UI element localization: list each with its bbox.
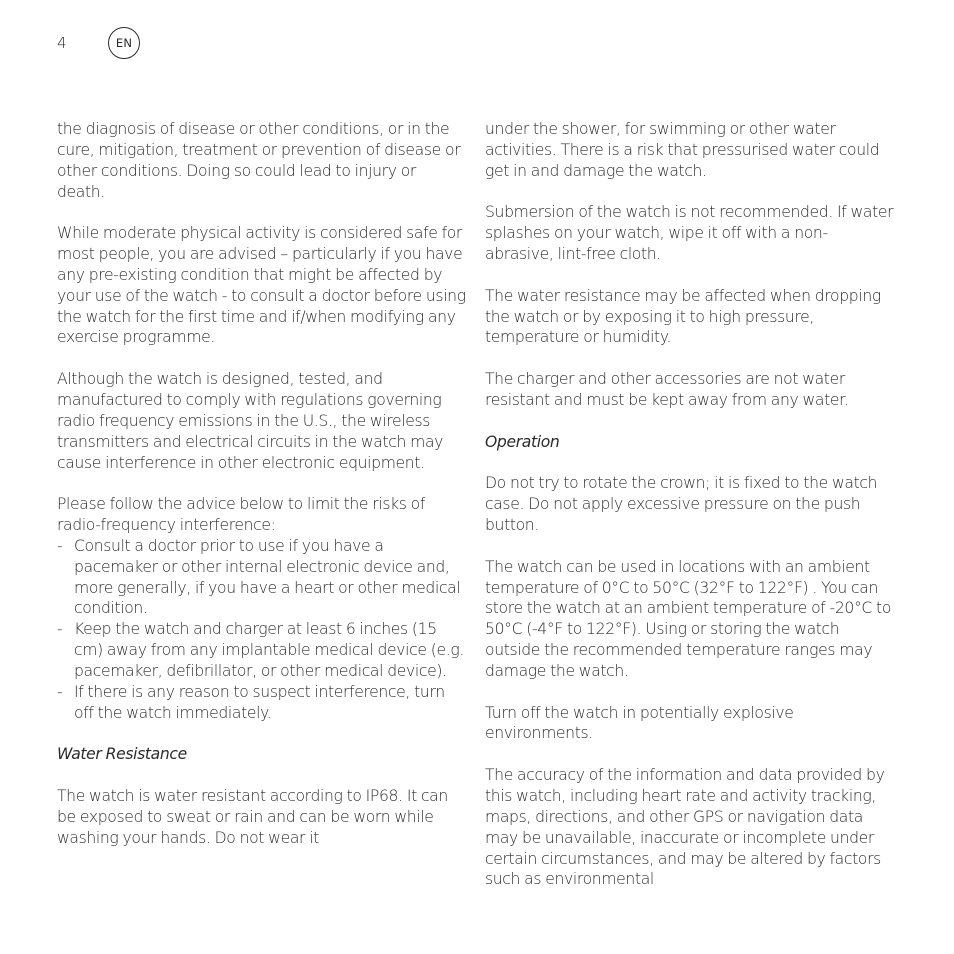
paragraph-charger-accessories: The charger and other accessories are not water resistant and must be kept away from any water. [485, 370, 849, 409]
list-item: - If there is any reason to suspect interference, turn off the watch immediately. [57, 682, 467, 724]
paragraph-temperature: The watch can be used in locations with an ambient temperature of 0°C to 50°C (32°F to 122°F) . You can store the watch at an ambient temperature of -20°C to 50°C (-4°F to 122°F). Using or storing the watch outside the recommended temperature ranges may damage the watch. [485, 557, 892, 680]
paragraph-physical-activity: While moderate physical activity is considered safe for most people, you are advised – particularly if you have any pre-existing condition that might be affected by your use of the watch - to consult a doctor before using the watch for the first time and if/when modifying any exercise programme. [57, 224, 466, 347]
paragraph-shower: under the shower, for swimming or other water activities. There is a risk that pressurised water could get in and damage the watch. [485, 120, 880, 180]
paragraph-operation: Do not try to rotate the crown; it is fixed to the watch case. Do not apply excessive pressure on the push button. [485, 474, 878, 535]
language-badge: EN [108, 27, 140, 59]
section-title-water-resistance: Water Resistance [57, 745, 187, 764]
paragraph-interference-advice: Please follow the advice below to limit the risks of radio-frequency interference: [57, 495, 425, 535]
paragraph-radio-emissions: Although the watch is designed, tested, and manufactured to comply with regulations governing radio frequency emissions in the U.S., the wireless transmitters and electrical circuits in the watch may cause interference in other electronic equipment. [57, 370, 444, 472]
list-item: - Keep the watch and charger at least 6 inches (15 cm) away from any implantable medical device (e.g. pacemaker, defibrillator, or other medical device). [57, 619, 467, 682]
paragraph-submersion: Submersion of the watch is not recommended. If water splashes on your watch, wipe it off with a non-abrasive, lint-free cloth. [485, 203, 894, 264]
paragraph-diagnosis: the diagnosis of disease or other conditions, or in the cure, mitigation, treatment or prevention of disease or other conditions. Doing so could lead to injury or death. [57, 120, 461, 201]
list-item: - Consult a doctor prior to use if you have a pacemaker or other internal electronic device and, more generally, if you have a heart or other medical condition. [57, 536, 467, 619]
section-title-operation: Operation [485, 432, 560, 451]
paragraph-water-resistance: The watch is water resistant according to IP68. It can be exposed to sweat or rain and can be worn while washing your hands. Do not wear it [57, 787, 448, 847]
interference-advice-list [57, 536, 467, 724]
paragraph-accuracy: The accuracy of the information and data provided by this watch, including heart rate and activity tracking, maps, directions, and other GPS or navigation data may be unavailable, inaccurate or incomplete under certain circumstances, and may be altered by factors such as environmental [485, 766, 885, 889]
right-column [485, 119, 895, 911]
paragraph-explosive-environments: Turn off the watch in potentially explosive environments. [485, 703, 794, 743]
left-column [57, 119, 467, 869]
page-number: 4 [57, 34, 67, 52]
paragraph-water-resistance-affected: The water resistance may be affected when dropping the watch or by exposing it to high pressure, temperature or humidity. [485, 286, 881, 347]
